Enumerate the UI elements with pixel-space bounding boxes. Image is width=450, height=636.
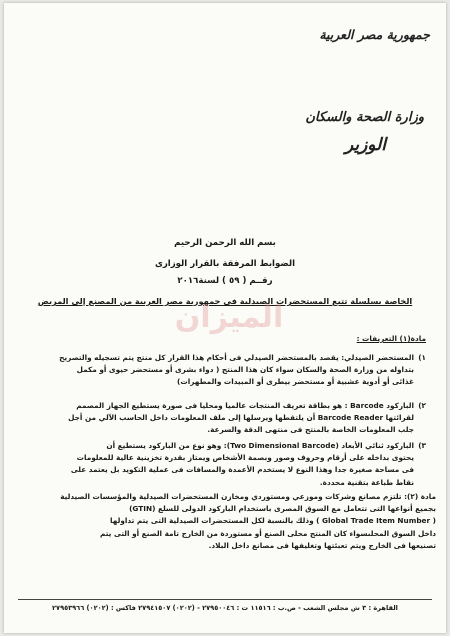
item-line: لقرائتها Barcode Reader أن يلتقطها ويرسلها إلى ملف المعلومات داخل الحاسب الآلي من أجل	[68, 413, 414, 423]
rules-title: الضوابط المرفقة بالقرار الوزارى	[154, 259, 296, 269]
item-line: الباركود ثنائي الأبعاد (Two Dimensional Barcode): وهو نوع من الباركود يستطيع أن	[106, 441, 414, 450]
item-number: ٢)	[418, 401, 426, 410]
ministry-header: وزارة الصحة والسكان	[305, 110, 424, 125]
item-line: جلب المعلومات الخاصة بالمنتج فى منتهى الدقة والسرعة.	[207, 425, 414, 435]
item-line: فى مساحة صغيرة جدا وهذا النوع لا يستخدم الأعمدة والمسافات فى عملية التكويد بل يعتمد على	[70, 465, 414, 475]
document-page	[4, 3, 446, 633]
minister-header: الوزير	[344, 135, 386, 155]
article-2-line: داخل السوق المحلىسواء كان المنتج محلى الصنع أو مستوردة من الخارج تامة الصنع أو التى يتم	[99, 528, 436, 538]
item-number: ١)	[418, 353, 426, 362]
item-line: نقاط طباعة بتقنية محددة.	[319, 477, 414, 487]
article-2	[11, 491, 436, 552]
item-line: الباركود Barcode : هو بطاقة تعريف المنتجات عالميا ومحليا فى صورة يستطيع الجهاز المصمم	[76, 401, 414, 410]
document-title: الخاصة بسلسلة تتبع المستحضرات الصيدلية فى جمهورية مصر العربية من المصنع إلى المريض	[37, 296, 413, 306]
bismillah: بسم الله الرحمن الرحيم	[174, 238, 276, 248]
item-line: المستحضر الصيدلي: يقصد بالمستحضر الصيدلي فى أحكام هذا القرار كل منتج يتم تسجيله والتصريح	[59, 353, 414, 362]
article-2-line: بجميع أنواعها التى تتعامل مع السوق المصرى باستخدام الباركود الدولى للسلع (GTIN)	[129, 504, 436, 514]
republic-header: جمهورية مصر العربية	[319, 27, 430, 42]
article-1-heading: مادة(١) التعريفات :	[356, 334, 426, 343]
article-2-line: مادة (٢): تلتزم مصانع وشركات وموزعي ومستوردي ومخازن المستحضرات الصيدلية والمؤسسات الصيدلية	[60, 492, 436, 501]
watermark-logo: المیزان	[174, 300, 284, 335]
item-line: يحتوى بداخله على أرقام وحروف وصور وبصمة الأشخاص ويمتاز بقدرة تخزينية عالية للمعلومات	[76, 453, 414, 463]
decree-number: رقــم ( ٥٩ ) لسنة٢٠١٦	[177, 276, 273, 286]
article-2-line: تصنيعها فى الخارج ويتم تعبئتها وتغليفها فى مصانع داخل البلاد.	[208, 540, 436, 550]
item-number: ٣)	[418, 441, 426, 450]
item-line: بتداوله من وزارة الصحة والسكان سواء كان هذا المنتج ( دواء بشرى أو مستحضر حيوى أو مكمل	[76, 365, 414, 375]
item-line: غذائى أو أدوية عشبية أو مستحضر بيطرى أو المبيدات والمطهرات)	[177, 377, 414, 387]
footer-divider	[18, 599, 432, 600]
article-2-line: ( Global Trade Item Number ) وذلك بالنسبة لكل المستحضرات الصيدلية التى يتم تداولها	[110, 516, 436, 526]
footer-address: القاهرة : ٣ ش مجلس الشعب - ص.ب : ١١٥١٦ ت : ٢٧٩٥٠٠٤٦ - (٠٢٠٢) ٢٧٩٤١٥٠٧ فاكس : (٠٢٠٢) ٢٧٩٥٣٩٦٦	[52, 604, 398, 612]
